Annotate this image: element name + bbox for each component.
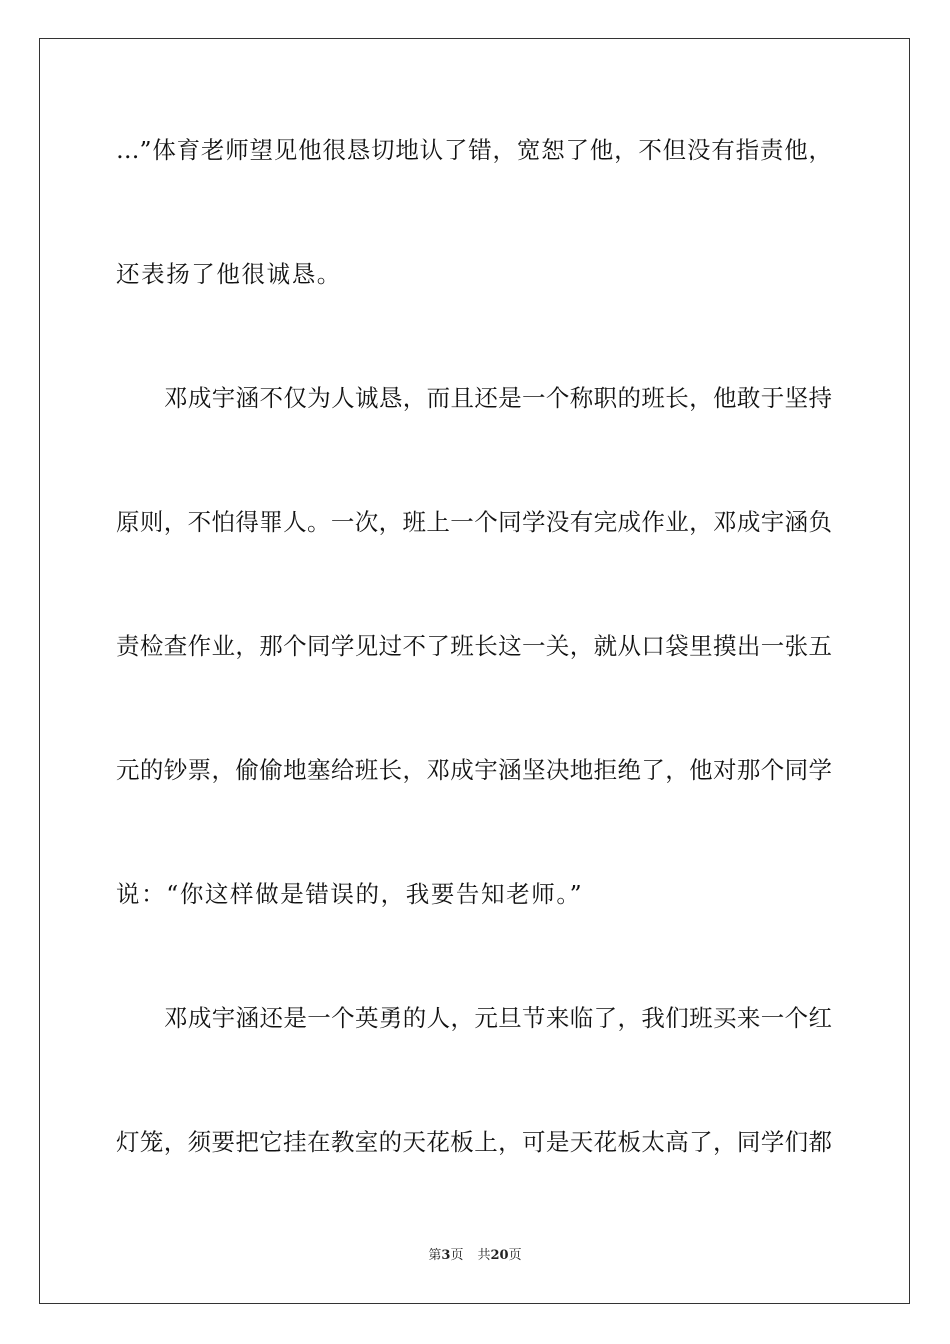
footer-page-prefix: 第 [428, 1248, 442, 1263]
text-line-7: 说：“你这样做是错误的，我要告知老师。” [116, 880, 584, 908]
footer-total-number: 20 [490, 1248, 509, 1263]
footer-total-prefix: 共 [477, 1248, 491, 1263]
text-line-3: 邓成宇涵不仅为人诚恳，而且还是一个称职的班长，他敢于坚持 [164, 384, 832, 412]
footer-total-suffix: 页 [508, 1248, 522, 1263]
text-line-2: 还表扬了他很诚恳。 [116, 260, 342, 288]
text-line-5: 责检查作业，那个同学见过不了班长这一关，就从口袋里摸出一张五 [116, 632, 832, 660]
footer-page-number: 3 [441, 1248, 451, 1263]
text-line-1: …”体育老师望见他很恳切地认了错，宽恕了他，不但没有指责他， [116, 136, 832, 164]
text-line-8: 邓成宇涵还是一个英勇的人，元旦节来临了，我们班买来一个红 [164, 1004, 832, 1032]
page-footer [0, 1247, 950, 1265]
footer-page-suffix: 页 [450, 1248, 464, 1263]
text-line-6: 元的钞票，偷偷地塞给班长，邓成宇涵坚决地拒绝了，他对那个同学 [116, 756, 832, 784]
text-line-9: 灯笼，须要把它挂在教室的天花板上，可是天花板太高了，同学们都 [116, 1128, 832, 1156]
page-border [39, 38, 910, 1304]
text-line-4: 原则，不怕得罪人。一次，班上一个同学没有完成作业，邓成宇涵负 [116, 508, 832, 536]
